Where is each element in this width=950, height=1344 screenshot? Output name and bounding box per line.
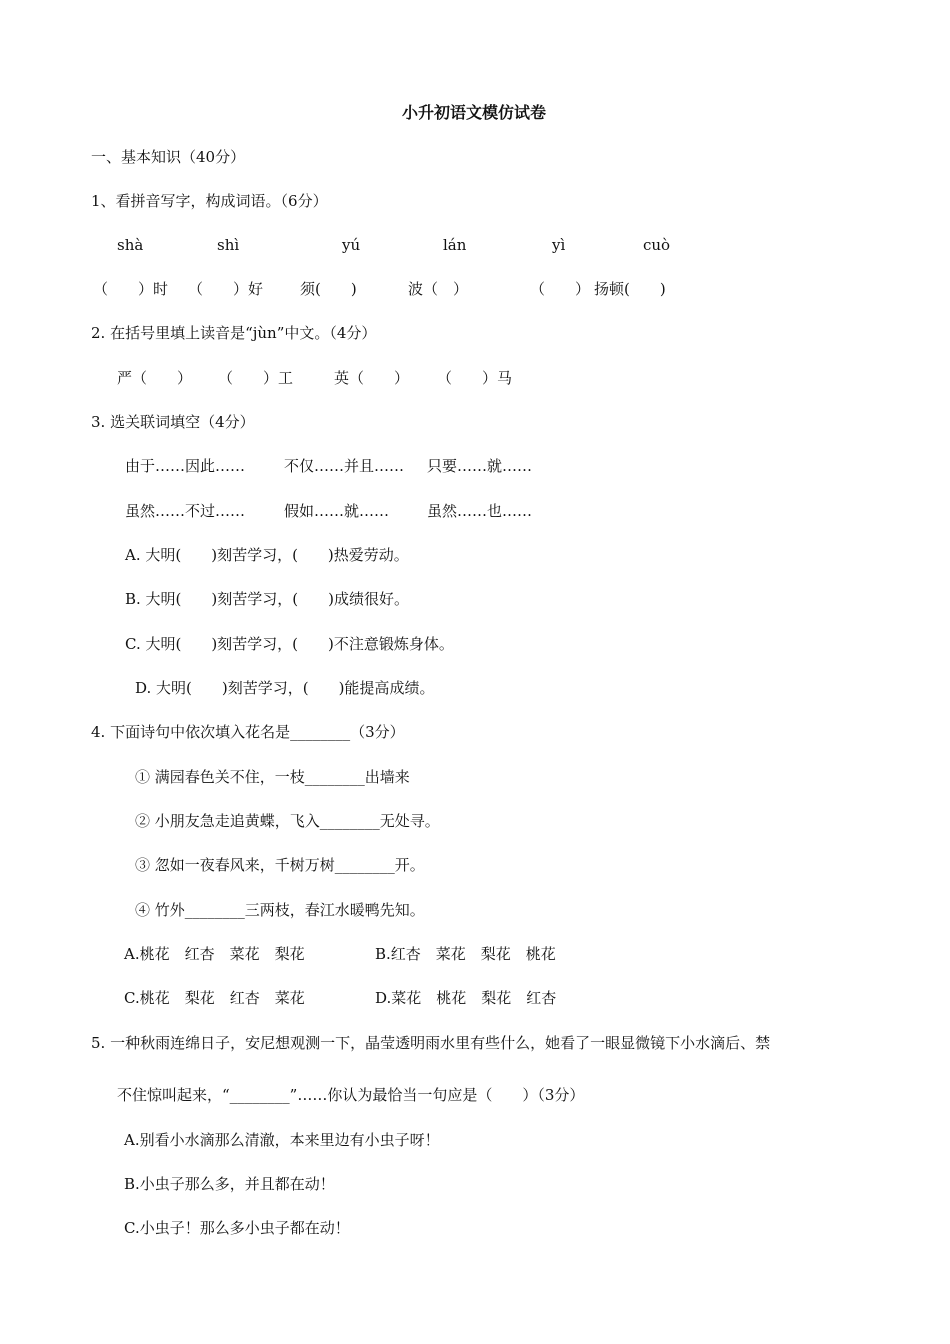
exam-title: 小升初语文模仿试卷 (402, 103, 547, 122)
question-4-stem: 4. 下面诗句中依次填入花名是________（3分） (91, 723, 405, 741)
pinyin-2: shì (217, 236, 240, 254)
pinyin-5: yì (552, 236, 566, 254)
q3-option-a: A. 大明( )刻苦学习，( )热爱劳动。 (125, 546, 409, 564)
question-5-stem-2: 不住惊叫起来，“________”……你认为最恰当一句应是（ ）（3分） (117, 1086, 585, 1104)
q4-choice-b: B.红杏 菜花 梨花 桃花 (375, 945, 556, 963)
conj-1: 由于……因此…… (125, 457, 246, 475)
pinyin-4: lán (443, 236, 467, 254)
blank-2: （ ）好 (188, 280, 264, 298)
blank-5: （ ） (530, 280, 591, 298)
conj-4: 虽然……不过…… (125, 502, 246, 520)
poem-line-3: ③ 忽如一夜春风来，千树万树________开。 (135, 856, 425, 874)
question-3-stem: 3. 选关联词填空（4分） (91, 413, 255, 431)
q3-option-d: D. 大明( )刻苦学习，( )能提高成绩。 (135, 679, 435, 697)
blank-3: 须( ) (300, 280, 357, 298)
q5-option-b: B.小虫子那么多，并且都在动！ (124, 1175, 335, 1193)
q5-option-c: C.小虫子！那么多小虫子都在动！ (124, 1219, 350, 1237)
poem-line-4: ④ 竹外________三两枝，春江水暖鸭先知。 (135, 901, 425, 919)
pinyin-1: shà (117, 236, 144, 254)
conj-3: 只要……就…… (427, 457, 533, 475)
q2-item-2: （ ）工 (218, 369, 294, 387)
q3-option-b: B. 大明( )刻苦学习，( )成绩很好。 (125, 590, 409, 608)
poem-line-2: ② 小朋友急走追黄蝶，飞入________无处寻。 (135, 812, 440, 830)
blank-4: 波（ ） (408, 280, 469, 298)
q2-item-1: 严（ ） (117, 369, 193, 387)
q5-option-a: A.别看小水滴那么清澈，本来里边有小虫子呀！ (124, 1131, 440, 1149)
conj-2: 不仅……并且…… (284, 457, 405, 475)
blank-1: （ ）时 (93, 280, 169, 298)
q4-choice-d: D.菜花 桃花 梨花 红杏 (375, 989, 557, 1007)
question-5-stem-1: 5. 一种秋雨连绵日子，安尼想观测一下，晶莹透明雨水里有些什么，她看了一眼显微镜下小水滴后、禁 (91, 1034, 771, 1052)
section-heading: 一、基本知识（40分） (91, 148, 246, 166)
pinyin-6: cuò (643, 236, 671, 254)
q4-choice-c: C.桃花 梨花 红杏 菜花 (124, 989, 305, 1007)
q2-item-3: 英（ ） (334, 369, 410, 387)
question-2-stem: 2. 在括号里填上读音是“jùn”中文。（4分） (91, 324, 377, 342)
pinyin-3: yú (342, 236, 361, 254)
blank-6: 扬顿( ) (594, 280, 666, 298)
conj-5: 假如……就…… (284, 502, 390, 520)
conj-6: 虽然……也…… (427, 502, 533, 520)
q2-item-4: （ ）马 (437, 369, 513, 387)
q3-option-c: C. 大明( )刻苦学习，( )不注意锻炼身体。 (125, 635, 454, 653)
poem-line-1: ① 满园春色关不住，一枝________出墙来 (135, 768, 410, 786)
q4-choice-a: A.桃花 红杏 菜花 梨花 (124, 945, 305, 963)
question-1-stem: 1、看拼音写字，构成词语。（6分） (91, 192, 328, 210)
